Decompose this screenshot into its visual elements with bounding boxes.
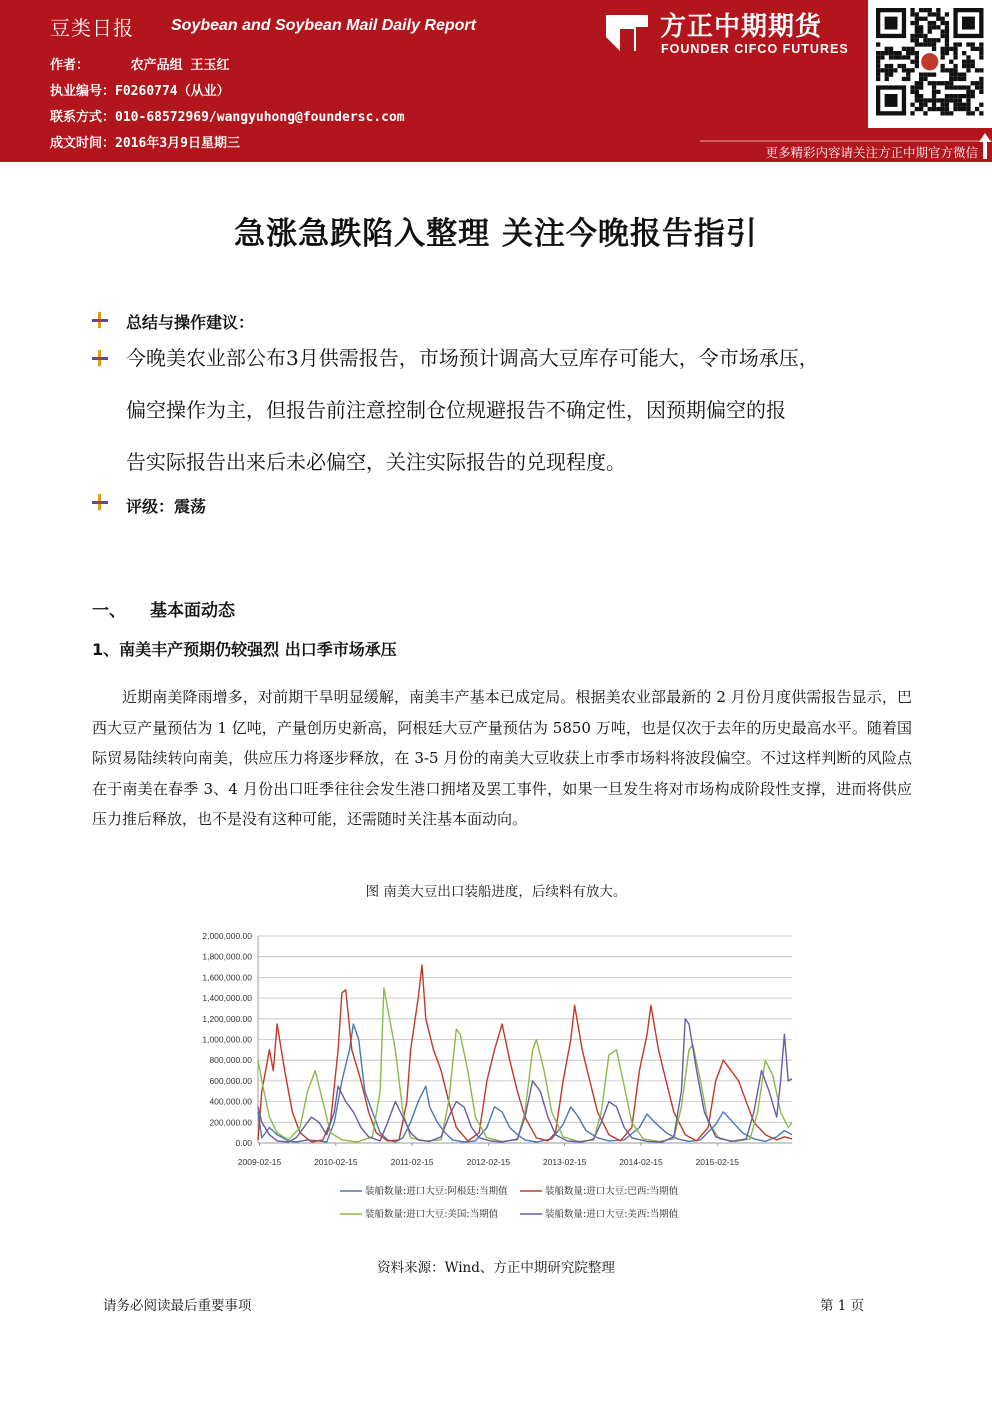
- y-tick-label: 1,400,000.00: [202, 993, 252, 1004]
- summary-line: 偏空操作为主，但报告前注意控制仓位规避报告不确定性，因预期偏空的报: [126, 398, 786, 422]
- page-number: 第 1 页: [820, 1298, 865, 1314]
- meta-date: [50, 132, 240, 151]
- meta-label: 联系方式：: [50, 110, 116, 125]
- legend-label: 装船数量:进口大豆:巴西:当期值: [545, 1186, 679, 1197]
- figure-source: 资料来源：Wind、方正中期研究院整理: [377, 1260, 615, 1276]
- x-tick-label: 2012-02-15: [466, 1157, 511, 1167]
- y-tick-label: 1,000,000.00: [202, 1034, 252, 1045]
- subsection-title: 1、南美丰产预期仍较强烈 出口季市场承压: [92, 640, 397, 659]
- arrow-up-icon: [978, 132, 992, 160]
- wechat-follow-text: 更多精彩内容请关注方正中期官方微信: [765, 145, 978, 160]
- body-paragraph: 近期南美降雨增多，对前期干旱明显缓解，南美丰产基本已成定局。根据美农业部最新的 2 月份月度供需报告显示，巴西大豆产量预估为 1 亿吨，产量创历史新高，阿根廷大豆产量预估为 5850 万吨，也是仅次于去年的历史最高水平。随着国际贸易陆续转向南美，供应压力将逐步释放，在 3-5 月份的南美大豆收获上市季市场料将波段偏空。不过这样判断的风险点在于南美在春季 3、4 月份出口旺季往往会发生港口拥堵及罢工事件，如果一旦发生将对市场构成阶段性支撑，进而将供应压力推后释放，也不是没有这种可能，还需随时关注基本面动向。: [92, 688, 912, 828]
- company-logo-en: FOUNDER CIFCO FUTURES: [661, 42, 849, 56]
- x-tick-label: 2010-02-15: [314, 1157, 358, 1167]
- meta-value[interactable]: 010-68572969/wangyuhong@foundersc.com: [115, 110, 405, 125]
- bullet-icon: [92, 312, 108, 328]
- x-tick-label: 2015-02-15: [695, 1157, 739, 1167]
- legend-label: 装船数量:进口大豆:美西:当期值: [545, 1209, 679, 1220]
- figure-caption: 图 南美大豆出口装船进度，后续料有放大。: [365, 884, 627, 900]
- x-tick-label: 2014-02-15: [619, 1157, 663, 1167]
- wechat-qr-code[interactable]: [868, 0, 992, 128]
- y-tick-label: 600,000.00: [209, 1075, 252, 1086]
- summary-line: 今晚美农业部公布3月供需报告，市场预计调高大豆库存可能大，令市场承压，: [126, 346, 819, 370]
- meta-label: 成文时间：: [50, 136, 116, 151]
- summary-heading: 总结与操作建议：: [126, 313, 255, 332]
- rating: 评级：震荡: [126, 497, 207, 516]
- meta-license: [50, 80, 230, 99]
- meta-contact: [50, 106, 405, 125]
- summary-line: 告实际报告出来后未必偏空，关注实际报告的兑现程度。: [126, 450, 626, 474]
- y-tick-label: 800,000.00: [209, 1055, 252, 1066]
- y-tick-label: 1,600,000.00: [202, 972, 252, 983]
- meta-value: F0260774（从业）: [115, 84, 230, 99]
- qr-code-icon: [868, 0, 992, 128]
- page-title: 急涨急跌陷入整理 关注今晚报告指引: [234, 216, 758, 252]
- meta-author: [50, 54, 230, 73]
- report-header: [0, 0, 992, 162]
- meta-value: 2016年3月9日星期三: [115, 136, 240, 151]
- series-line: [258, 1019, 792, 1142]
- legend-label: 装船数量:进口大豆:美国:当期值: [365, 1209, 499, 1220]
- report-title-cn: 豆类日报: [50, 16, 134, 40]
- y-tick-label: 2,000,000.00: [202, 931, 252, 941]
- bullet-icon: [92, 494, 108, 510]
- y-tick-label: 400,000.00: [209, 1096, 252, 1107]
- section-title: 基本面动态: [150, 601, 235, 621]
- meta-value: 农产品组 王玉红: [130, 58, 230, 73]
- y-tick-label: 1,800,000.00: [202, 951, 252, 962]
- legend-label: 装船数量:进口大豆:阿根廷:当期值: [365, 1186, 508, 1197]
- x-tick-label: 2013-02-15: [542, 1157, 587, 1167]
- x-tick-label: 2011-02-15: [390, 1157, 434, 1167]
- company-logo-cn: 方正中期期货: [660, 12, 823, 42]
- bullet-icon: [92, 350, 108, 366]
- y-tick-label: 1,200,000.00: [202, 1013, 252, 1024]
- meta-label: 执业编号：: [50, 84, 116, 99]
- footer-disclaimer[interactable]: 请务必阅读最后重要事项: [103, 1298, 252, 1314]
- shipment-line-chart: [180, 920, 810, 1240]
- meta-label: 作者：: [50, 58, 90, 73]
- x-tick-label: 2009-02-15: [237, 1157, 282, 1167]
- report-title-en: Soybean and Soybean Mail Daily Report: [171, 17, 476, 34]
- section-number: 一、: [92, 601, 126, 621]
- y-tick-label: 200,000.00: [209, 1117, 252, 1128]
- founder-logo-icon: [604, 13, 654, 53]
- y-tick-label: 0.00: [235, 1138, 252, 1148]
